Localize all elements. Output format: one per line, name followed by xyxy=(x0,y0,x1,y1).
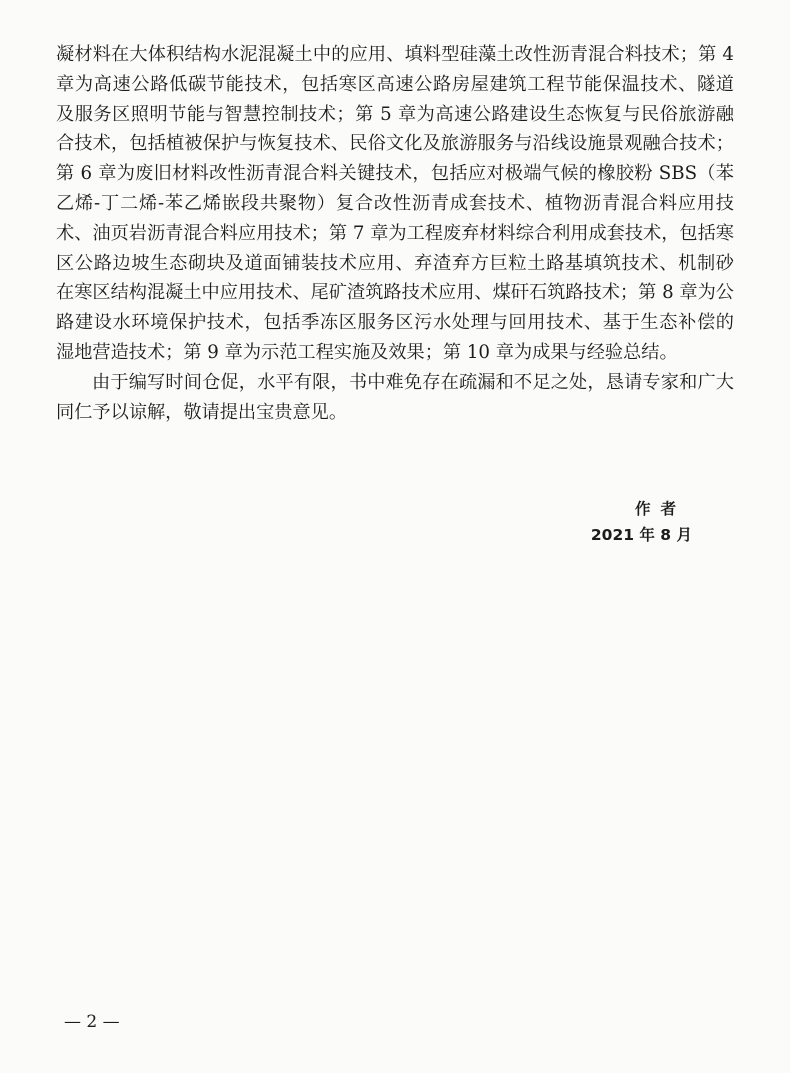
body-text xyxy=(56,40,734,427)
paragraph-acknowledgement xyxy=(56,368,734,428)
text-line: 湿地营造技术；第 9 章为示范工程实施及效果；第 10 章为成果与经验总结。 xyxy=(56,341,678,363)
signature-date: 2021 年 8 月 xyxy=(590,526,692,544)
text-line: 术、油页岩沥青混合料应用技术；第 7 章为工程废弃材料综合利用成套技术，包括寒 xyxy=(56,222,734,244)
text-line: 在寒区结构混凝土中应用技术、尾矿渣筑路技术应用、煤矸石筑路技术；第 8 章为公 xyxy=(56,282,734,304)
text-line: 章为高速公路低碳节能技术，包括寒区高速公路房屋建筑工程节能保温技术、隧道 xyxy=(56,73,734,95)
page-number: — 2 — xyxy=(64,1012,120,1032)
signature-block xyxy=(591,496,692,548)
text-line: 由于编写时间仓促，水平有限，书中难免存在疏漏和不足之处，恳请专家和广大 xyxy=(92,371,734,393)
text-line: 合技术，包括植被保护与恢复技术、民俗文化及旅游服务与沿线设施景观融合技术； xyxy=(56,133,734,155)
text-line: 区公路边坡生态砌块及道面铺装技术应用、弃渣弃方巨粒土路基填筑技术、机制砂 xyxy=(56,252,734,274)
text-line: 同仁予以谅解，敬请提出宝贵意见。 xyxy=(56,401,348,423)
paragraph-chapter-overview xyxy=(56,40,734,368)
text-line: 及服务区照明节能与智慧控制技术；第 5 章为高速公路建设生态恢复与民俗旅游融 xyxy=(56,103,734,125)
text-line: 乙烯-丁二烯-苯乙烯嵌段共聚物）复合改性沥青成套技术、植物沥青混合料应用技 xyxy=(56,192,734,214)
text-line: 第 6 章为废旧材料改性沥青混合料关键技术，包括应对极端气候的橡胶粉 SBS（苯 xyxy=(56,163,734,185)
text-line: 路建设水环境保护技术，包括季冻区服务区污水处理与回用技术、基于生态补偿的 xyxy=(56,312,734,334)
text-line: 凝材料在大体积结构水泥混凝土中的应用、填料型硅藻土改性沥青混合料技术；第 4 xyxy=(56,44,734,65)
signature-author: 作者 xyxy=(634,500,686,518)
